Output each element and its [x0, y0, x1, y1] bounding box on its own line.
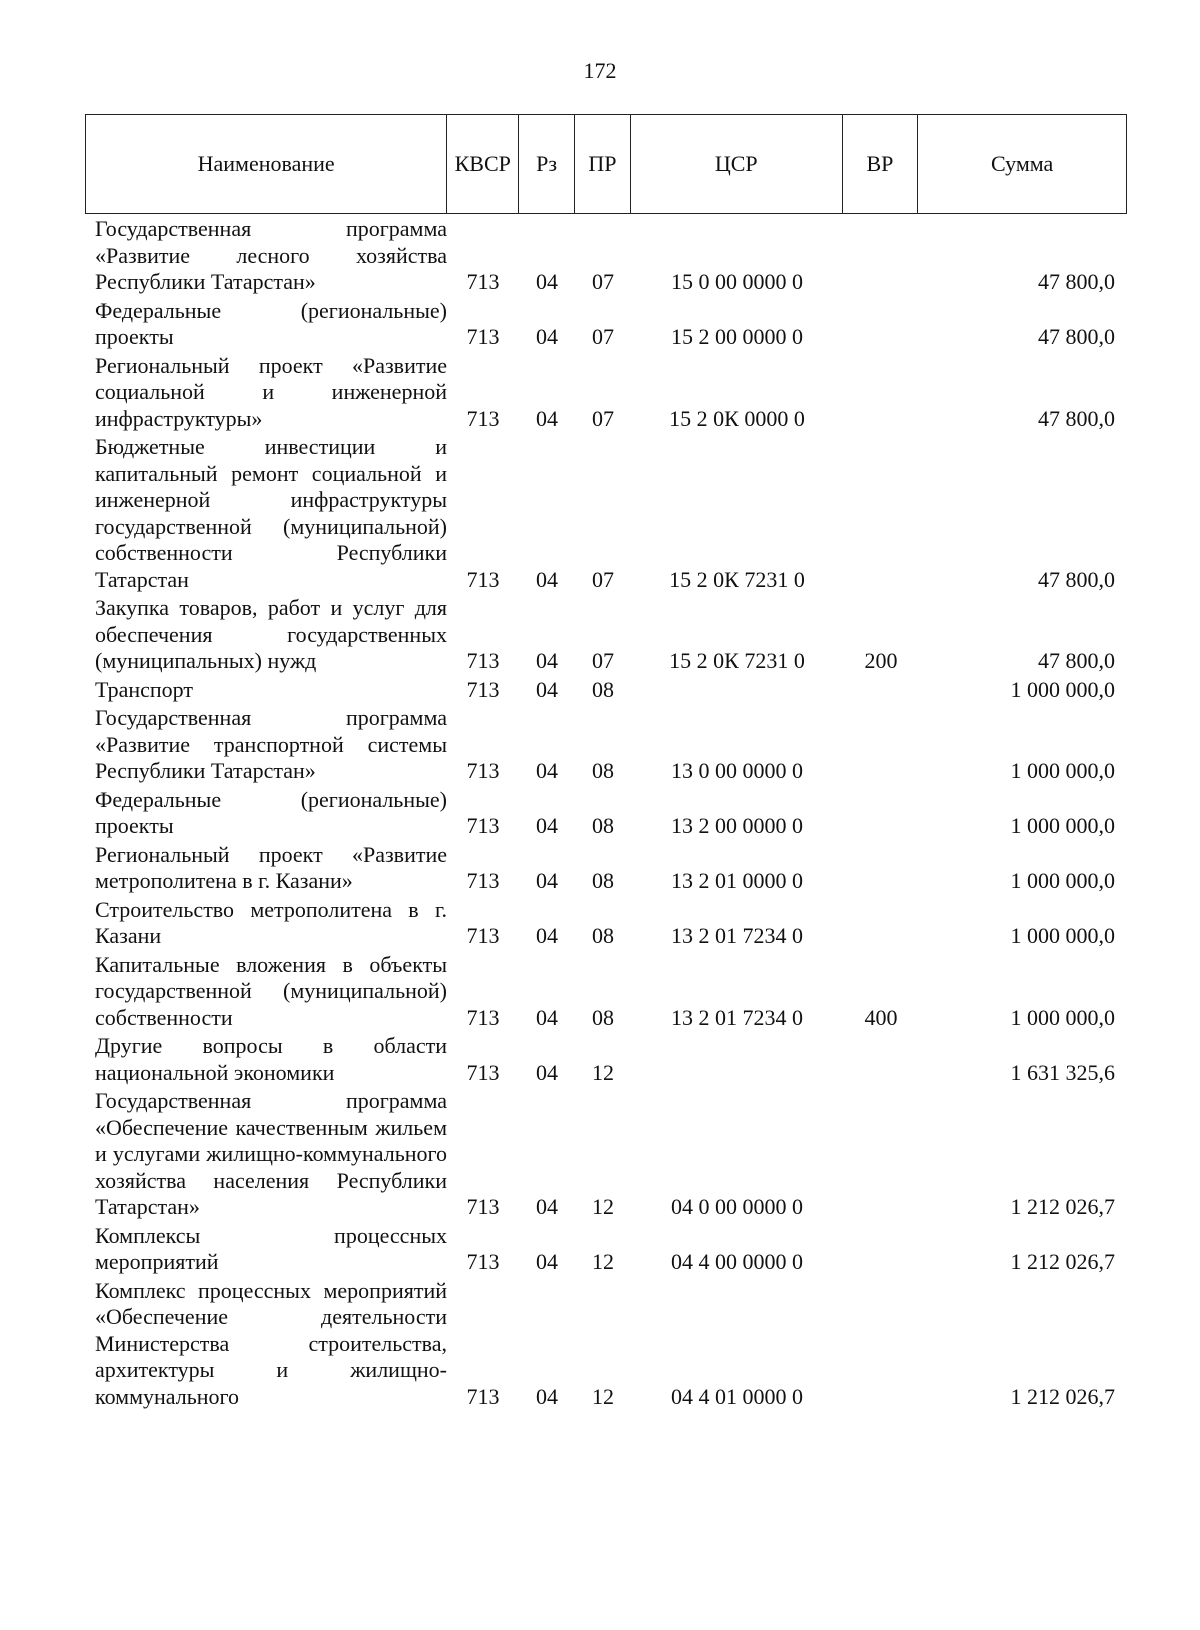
row-pr: 07 — [592, 269, 614, 294]
header-rz: Рз — [519, 115, 575, 213]
row-name: Региональный проект «Развитие метрополитена в г. Казани» — [95, 841, 447, 893]
row-sum: 47 800,0 — [1038, 324, 1115, 349]
row-rz: 04 — [536, 1249, 558, 1274]
row-kvsr: 713 — [466, 269, 500, 294]
row-kvsr: 713 — [466, 1194, 500, 1219]
row-rz: 04 — [536, 324, 558, 349]
table-body — [85, 216, 1127, 1412]
row-pr: 12 — [592, 1383, 614, 1409]
table-header — [85, 114, 1127, 214]
row-rz: 04 — [536, 868, 558, 893]
row-rz: 04 — [536, 1059, 558, 1085]
row-rz: 04 — [536, 758, 558, 783]
row-sum: 47 800,0 — [1038, 405, 1115, 431]
table-row — [85, 1223, 1127, 1276]
row-kvsr: 713 — [466, 1249, 500, 1274]
row-sum: 1 631 325,6 — [1010, 1059, 1115, 1085]
row-rz: 04 — [536, 566, 558, 592]
row-kvsr: 713 — [466, 648, 500, 673]
row-sum: 1 000 000,0 — [1010, 758, 1115, 783]
table-row — [85, 787, 1127, 840]
row-rz: 04 — [536, 923, 558, 948]
row-kvsr: 713 — [466, 1059, 500, 1085]
table-row — [85, 216, 1127, 296]
row-kvsr: 713 — [466, 758, 500, 783]
row-name: Федеральные (региональные) проекты — [95, 786, 447, 838]
table-row — [85, 1278, 1127, 1411]
row-csr: 13 0 00 0000 0 — [671, 758, 803, 783]
row-pr: 08 — [592, 758, 614, 783]
table-row — [85, 353, 1127, 433]
row-csr: 04 4 00 0000 0 — [671, 1249, 803, 1274]
row-pr: 07 — [592, 566, 614, 592]
row-kvsr: 713 — [466, 1004, 500, 1030]
table-row — [85, 1088, 1127, 1221]
table-row — [85, 705, 1127, 785]
header-pr: ПР — [575, 115, 631, 213]
row-kvsr: 713 — [466, 676, 500, 702]
row-name: Государственная программа «Обеспечение качественным жильем и услугами жилищно-коммунального хозяйства населения Республики Татарстан» — [95, 1088, 447, 1219]
row-name: Комплексы процессных мероприятий — [95, 1222, 447, 1274]
row-name: Государственная программа «Развитие транспортной системы Республики Татарстан» — [95, 705, 447, 783]
row-sum: 47 800,0 — [1038, 269, 1115, 294]
row-name: Бюджетные инвестиции и капитальный ремонт социальной и инженерной инфраструктуры государственной (муниципальной) собственности Республики Татарстан — [95, 434, 447, 592]
row-sum: 1 000 000,0 — [1010, 923, 1115, 948]
row-sum: 1 000 000,0 — [1010, 676, 1115, 702]
table-row — [85, 842, 1127, 895]
row-csr: 15 2 0К 7231 0 — [669, 566, 805, 592]
row-rz: 04 — [536, 269, 558, 294]
row-csr: 13 2 01 0000 0 — [671, 868, 803, 893]
table-row — [85, 952, 1127, 1032]
table-row — [85, 1033, 1127, 1086]
row-pr: 12 — [592, 1194, 614, 1219]
page-number: 172 — [583, 58, 617, 83]
row-csr: 04 4 01 0000 0 — [671, 1383, 803, 1409]
row-sum: 1 000 000,0 — [1010, 813, 1115, 838]
row-csr: 15 0 00 0000 0 — [671, 269, 803, 294]
row-pr: 12 — [592, 1249, 614, 1274]
row-pr: 08 — [592, 813, 614, 838]
table-row — [85, 677, 1127, 704]
row-sum: 1 212 026,7 — [1010, 1249, 1115, 1274]
header-sum: Сумма — [991, 151, 1054, 176]
row-csr: 15 2 0К 0000 0 — [669, 405, 805, 431]
table-row — [85, 595, 1127, 675]
row-vr: 400 — [864, 1004, 898, 1030]
row-rz: 04 — [536, 405, 558, 431]
header-kvsr: КВСР — [447, 115, 519, 213]
row-name: Региональный проект «Развитие социальной и инженерной инфраструктуры» — [95, 352, 447, 431]
row-name: Закупка товаров, работ и услуг для обеспечения государственных (муниципальных) нужд — [95, 595, 447, 673]
row-csr: 13 2 00 0000 0 — [671, 813, 803, 838]
row-name: Транспорт — [95, 676, 194, 702]
row-kvsr: 713 — [466, 324, 500, 349]
row-vr: 200 — [864, 648, 898, 673]
row-csr: 13 2 01 7234 0 — [671, 1004, 803, 1030]
row-name: Капитальные вложения в объекты государственной (муниципальной) собственности — [95, 951, 447, 1030]
header-name: Наименование — [86, 115, 447, 213]
header-csr: ЦСР — [631, 115, 843, 213]
row-kvsr: 713 — [466, 405, 500, 431]
row-csr: 15 2 00 0000 0 — [671, 324, 803, 349]
row-pr: 07 — [592, 324, 614, 349]
row-csr: 15 2 0К 7231 0 — [669, 648, 805, 673]
header-vr: ВР — [843, 115, 919, 213]
table-row — [85, 897, 1127, 950]
row-rz: 04 — [536, 1194, 558, 1219]
table-row — [85, 298, 1127, 351]
row-pr: 07 — [592, 405, 614, 431]
row-name: Строительство метрополитена в г. Казани — [95, 896, 447, 948]
row-csr: 13 2 01 7234 0 — [671, 923, 803, 948]
row-name: Другие вопросы в области национальной экономики — [95, 1033, 447, 1085]
row-pr: 08 — [592, 676, 614, 702]
row-sum: 1 212 026,7 — [1010, 1194, 1115, 1219]
row-sum: 1 000 000,0 — [1010, 1004, 1115, 1030]
row-sum: 1 000 000,0 — [1010, 868, 1115, 893]
row-sum: 1 212 026,7 — [1010, 1383, 1115, 1409]
row-rz: 04 — [536, 648, 558, 673]
row-kvsr: 713 — [466, 813, 500, 838]
table-row — [85, 434, 1127, 593]
row-sum: 47 800,0 — [1038, 566, 1115, 592]
row-rz: 04 — [536, 676, 558, 702]
row-pr: 12 — [592, 1059, 614, 1085]
row-name: Государственная программа «Развитие лесного хозяйства Республики Татарстан» — [95, 216, 447, 294]
row-kvsr: 713 — [466, 1383, 500, 1409]
row-kvsr: 713 — [466, 923, 500, 948]
row-kvsr: 713 — [466, 868, 500, 893]
row-pr: 07 — [592, 648, 614, 673]
row-rz: 04 — [536, 813, 558, 838]
row-rz: 04 — [536, 1383, 558, 1409]
row-csr: 04 0 00 0000 0 — [671, 1194, 803, 1219]
row-kvsr: 713 — [466, 566, 500, 592]
row-pr: 08 — [592, 1004, 614, 1030]
row-rz: 04 — [536, 1004, 558, 1030]
row-pr: 08 — [592, 923, 614, 948]
row-name: Федеральные (региональные) проекты — [95, 297, 447, 349]
row-pr: 08 — [592, 868, 614, 893]
row-sum: 47 800,0 — [1038, 648, 1115, 673]
row-name: Комплекс процессных мероприятий «Обеспечение деятельности Министерства строительства, архитектуры и жилищно-коммунального — [95, 1277, 447, 1409]
